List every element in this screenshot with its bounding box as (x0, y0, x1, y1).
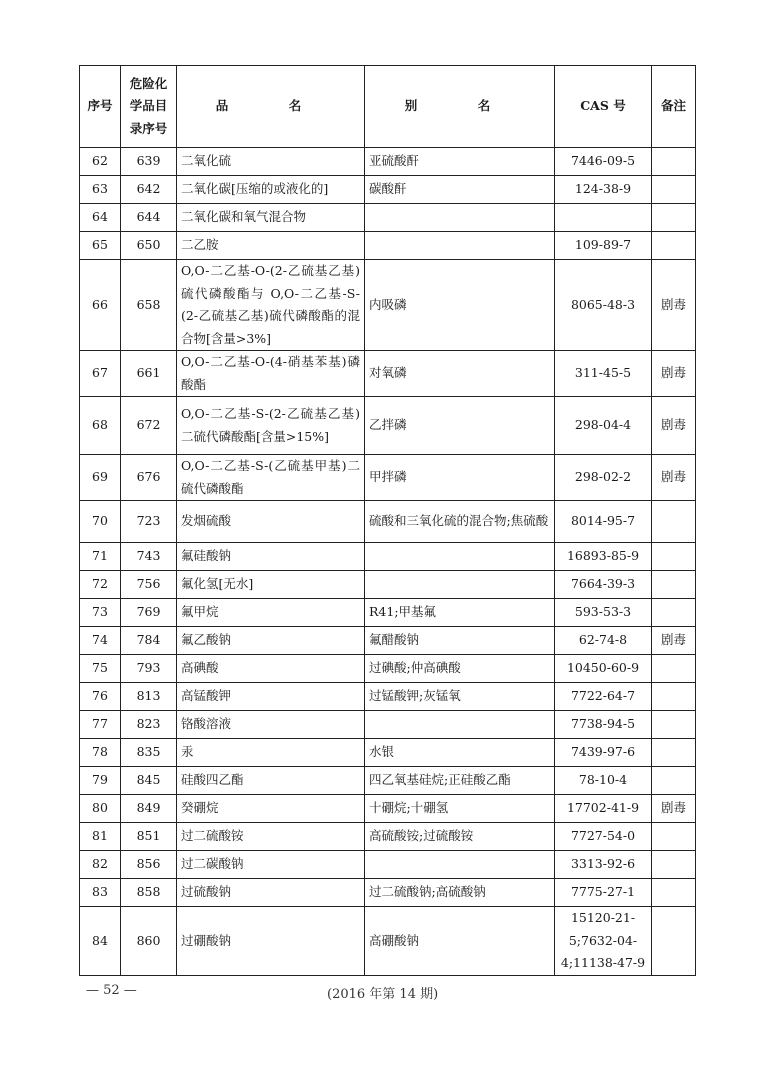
table-row (80, 879, 696, 907)
row-alias: 氟醋酸钠 (365, 627, 555, 655)
row-catalog: 642 (121, 176, 177, 204)
row-alias (365, 571, 555, 599)
row-name: 过二碳酸钠 (177, 851, 365, 879)
row-num: 72 (80, 571, 121, 599)
row-cas: 62-74-8 (555, 627, 652, 655)
row-num: 71 (80, 543, 121, 571)
page-number: — 52 — (86, 983, 137, 998)
header-alias: 别 名 (365, 66, 555, 148)
row-catalog: 823 (121, 711, 177, 739)
row-num: 76 (80, 683, 121, 711)
row-num: 77 (80, 711, 121, 739)
row-num: 75 (80, 655, 121, 683)
row-catalog: 849 (121, 795, 177, 823)
row-cas: 7664-39-3 (555, 571, 652, 599)
row-note (652, 823, 696, 851)
table-row (80, 627, 696, 655)
row-note (652, 907, 696, 976)
row-catalog: 856 (121, 851, 177, 879)
row-note: 剧毒 (652, 351, 696, 397)
row-alias: 乙拌磷 (365, 397, 555, 455)
row-name: 二乙胺 (177, 232, 365, 260)
row-name: O,O-二乙基-O-(2-乙硫基乙基)硫代磷酸酯与 O,O-二乙基-S-(2-乙硫基乙基)硫代磷酸酯的混合物[含量>3%] (177, 260, 365, 351)
row-note (652, 599, 696, 627)
row-cas: 78-10-4 (555, 767, 652, 795)
row-num: 82 (80, 851, 121, 879)
row-cas: 7727-54-0 (555, 823, 652, 851)
row-name: 汞 (177, 739, 365, 767)
row-num: 66 (80, 260, 121, 351)
header-cas: CAS 号 (555, 66, 652, 148)
row-num: 67 (80, 351, 121, 397)
table-row (80, 455, 696, 501)
row-alias (365, 851, 555, 879)
table-row (80, 260, 696, 351)
row-note (652, 571, 696, 599)
row-num: 63 (80, 176, 121, 204)
row-alias (365, 204, 555, 232)
table-row (80, 683, 696, 711)
row-name: 发烟硫酸 (177, 501, 365, 543)
row-num: 80 (80, 795, 121, 823)
row-cas: 124-38-9 (555, 176, 652, 204)
row-cas: 15120-21-5;7632-04-4;11138-47-9 (555, 907, 652, 976)
row-name: 二氧化硫 (177, 148, 365, 176)
row-num: 79 (80, 767, 121, 795)
row-cas: 298-02-2 (555, 455, 652, 501)
row-note (652, 683, 696, 711)
header-catalog: 危险化学品目录序号 (121, 66, 177, 148)
row-alias: 硫酸和三氧化硫的混合物;焦硫酸 (365, 501, 555, 543)
row-catalog: 845 (121, 767, 177, 795)
row-name: 过硫酸钠 (177, 879, 365, 907)
row-cas: 10450-60-9 (555, 655, 652, 683)
row-num: 74 (80, 627, 121, 655)
row-note (652, 655, 696, 683)
row-cas: 7446-09-5 (555, 148, 652, 176)
row-alias: 高硼酸钠 (365, 907, 555, 976)
row-catalog: 658 (121, 260, 177, 351)
row-name: 高锰酸钾 (177, 683, 365, 711)
table-row (80, 148, 696, 176)
row-catalog: 743 (121, 543, 177, 571)
table-row (80, 543, 696, 571)
row-cas (555, 204, 652, 232)
row-name: 二氧化碳和氧气混合物 (177, 204, 365, 232)
row-catalog: 769 (121, 599, 177, 627)
row-alias: R41;甲基氟 (365, 599, 555, 627)
row-num: 69 (80, 455, 121, 501)
row-catalog: 661 (121, 351, 177, 397)
row-num: 73 (80, 599, 121, 627)
row-name: 氟化氢[无水] (177, 571, 365, 599)
table-row (80, 739, 696, 767)
row-catalog: 644 (121, 204, 177, 232)
row-name: 过硼酸钠 (177, 907, 365, 976)
row-num: 84 (80, 907, 121, 976)
row-cas: 17702-41-9 (555, 795, 652, 823)
table-row (80, 795, 696, 823)
table-row (80, 823, 696, 851)
row-catalog: 650 (121, 232, 177, 260)
row-alias: 水银 (365, 739, 555, 767)
row-alias: 过锰酸钾;灰锰氧 (365, 683, 555, 711)
row-note (652, 543, 696, 571)
row-note (652, 851, 696, 879)
row-alias (365, 711, 555, 739)
row-cas: 7439-97-6 (555, 739, 652, 767)
table-row (80, 767, 696, 795)
row-note: 剧毒 (652, 627, 696, 655)
row-catalog: 784 (121, 627, 177, 655)
table-row (80, 351, 696, 397)
row-cas: 593-53-3 (555, 599, 652, 627)
row-name: 氟甲烷 (177, 599, 365, 627)
row-cas: 7775-27-1 (555, 879, 652, 907)
row-cas: 8014-95-7 (555, 501, 652, 543)
table-header-row (80, 66, 696, 148)
row-note (652, 232, 696, 260)
row-alias: 高硫酸铵;过硫酸铵 (365, 823, 555, 851)
row-catalog: 723 (121, 501, 177, 543)
row-catalog: 639 (121, 148, 177, 176)
row-catalog: 835 (121, 739, 177, 767)
row-catalog: 851 (121, 823, 177, 851)
issue-label: (2016 年第 14 期) (327, 987, 439, 1002)
row-cas: 7738-94-5 (555, 711, 652, 739)
row-name: 二氧化碳[压缩的或液化的] (177, 176, 365, 204)
table-row (80, 501, 696, 543)
table-row (80, 907, 696, 976)
table-body (80, 148, 696, 976)
row-alias: 内吸磷 (365, 260, 555, 351)
row-name: 氟硅酸钠 (177, 543, 365, 571)
row-cas: 311-45-5 (555, 351, 652, 397)
row-catalog: 756 (121, 571, 177, 599)
row-alias (365, 543, 555, 571)
header-note: 备注 (652, 66, 696, 148)
row-note (652, 767, 696, 795)
row-name: 铬酸溶液 (177, 711, 365, 739)
row-num: 68 (80, 397, 121, 455)
row-name: 癸硼烷 (177, 795, 365, 823)
row-note: 剧毒 (652, 455, 696, 501)
row-note (652, 739, 696, 767)
table-row (80, 711, 696, 739)
row-num: 70 (80, 501, 121, 543)
row-alias: 对氧磷 (365, 351, 555, 397)
row-name: 高碘酸 (177, 655, 365, 683)
table-row (80, 571, 696, 599)
table-row (80, 851, 696, 879)
row-alias: 亚硫酸酐 (365, 148, 555, 176)
row-num: 65 (80, 232, 121, 260)
row-catalog: 860 (121, 907, 177, 976)
row-alias: 过二硫酸钠;高硫酸钠 (365, 879, 555, 907)
row-catalog: 676 (121, 455, 177, 501)
row-num: 81 (80, 823, 121, 851)
row-name: O,O-二乙基-S-(2-乙硫基乙基)二硫代磷酸酯[含量>15%] (177, 397, 365, 455)
row-num: 83 (80, 879, 121, 907)
row-note (652, 176, 696, 204)
table-row (80, 176, 696, 204)
row-cas: 109-89-7 (555, 232, 652, 260)
table-row (80, 397, 696, 455)
row-catalog: 793 (121, 655, 177, 683)
header-num: 序号 (80, 66, 121, 148)
row-note: 剧毒 (652, 260, 696, 351)
row-cas: 8065-48-3 (555, 260, 652, 351)
row-note (652, 204, 696, 232)
hazardous-chemicals-table (79, 65, 696, 976)
row-alias (365, 232, 555, 260)
row-num: 62 (80, 148, 121, 176)
row-name: 硅酸四乙酯 (177, 767, 365, 795)
row-note: 剧毒 (652, 397, 696, 455)
row-note: 剧毒 (652, 795, 696, 823)
row-alias: 碳酸酐 (365, 176, 555, 204)
row-catalog: 672 (121, 397, 177, 455)
row-note (652, 148, 696, 176)
row-num: 64 (80, 204, 121, 232)
table-row (80, 232, 696, 260)
row-note (652, 501, 696, 543)
row-name: O,O-二乙基-O-(4-硝基苯基)磷酸酯 (177, 351, 365, 397)
row-note (652, 879, 696, 907)
row-cas: 16893-85-9 (555, 543, 652, 571)
row-alias: 四乙氧基硅烷;正硅酸乙酯 (365, 767, 555, 795)
table-row (80, 204, 696, 232)
row-catalog: 813 (121, 683, 177, 711)
row-note (652, 711, 696, 739)
row-cas: 298-04-4 (555, 397, 652, 455)
row-name: 氟乙酸钠 (177, 627, 365, 655)
row-cas: 7722-64-7 (555, 683, 652, 711)
table-row (80, 599, 696, 627)
row-name: O,O-二乙基-S-(乙硫基甲基)二硫代磷酸酯 (177, 455, 365, 501)
row-alias: 过碘酸;仲高碘酸 (365, 655, 555, 683)
row-alias: 甲拌磷 (365, 455, 555, 501)
header-name: 品 名 (177, 66, 365, 148)
row-cas: 3313-92-6 (555, 851, 652, 879)
row-alias: 十硼烷;十硼氢 (365, 795, 555, 823)
table-row (80, 655, 696, 683)
row-num: 78 (80, 739, 121, 767)
row-catalog: 858 (121, 879, 177, 907)
row-name: 过二硫酸铵 (177, 823, 365, 851)
